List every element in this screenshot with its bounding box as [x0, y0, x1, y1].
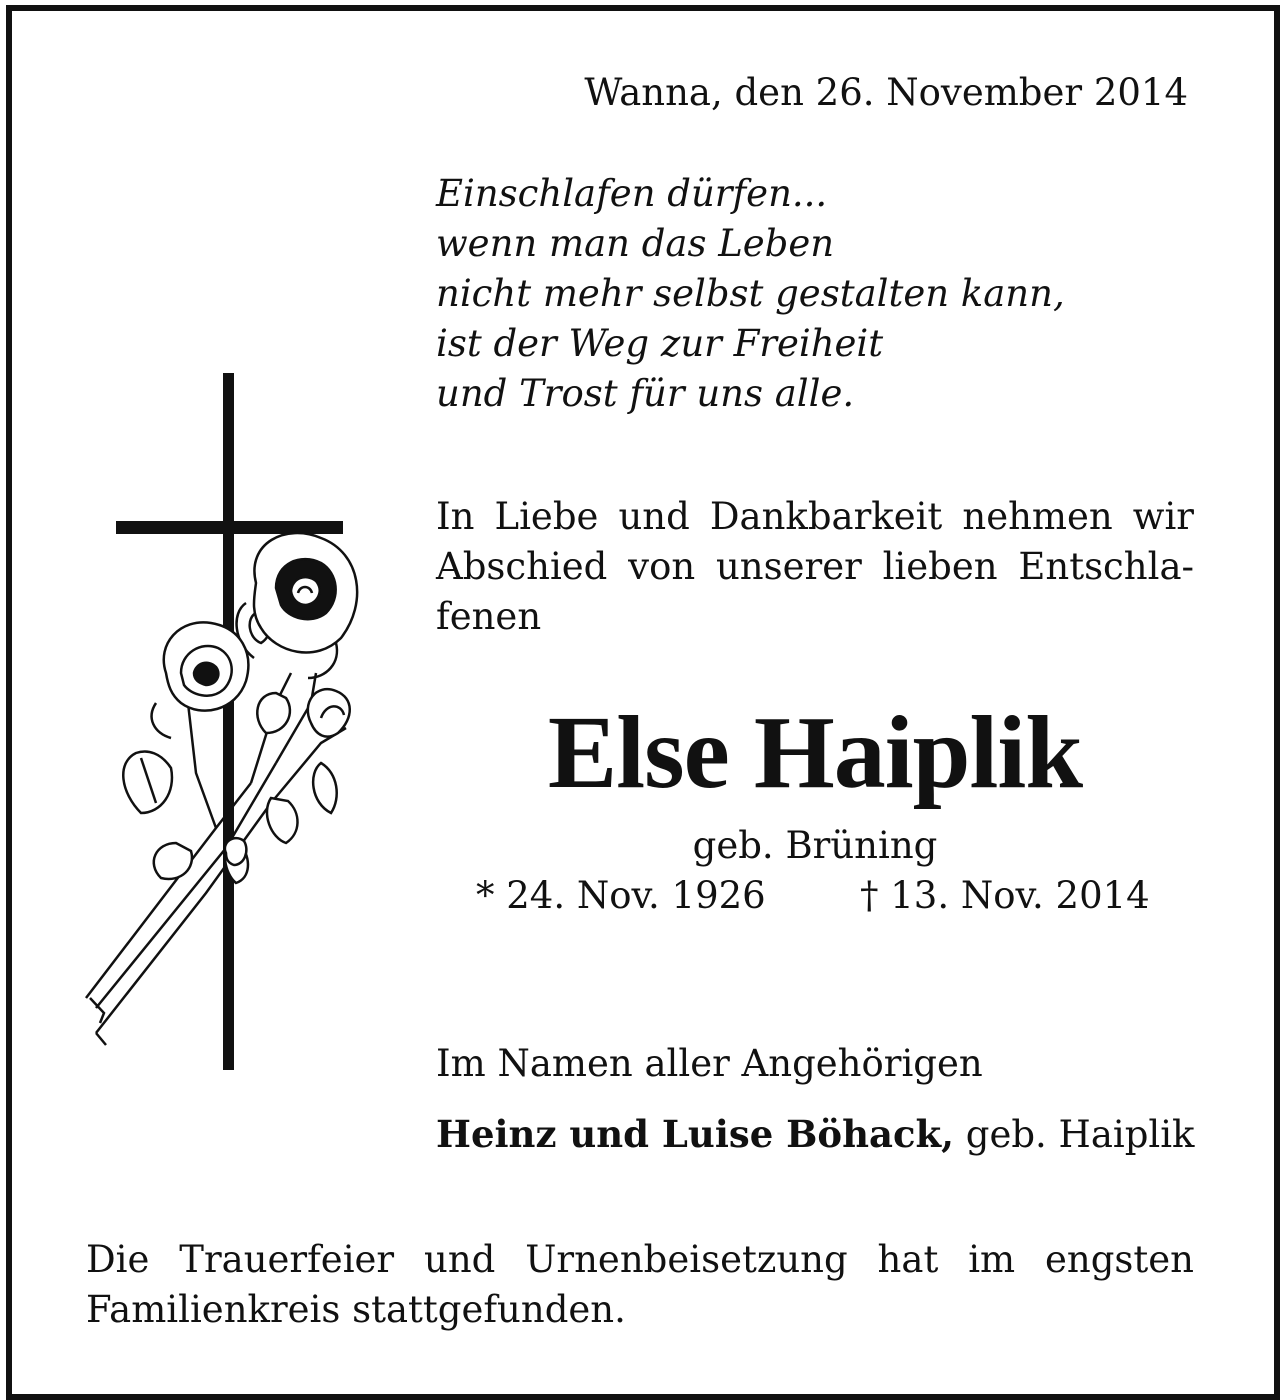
- death-date: † 13. Nov. 2014: [860, 874, 1150, 917]
- birth-date: * 24. Nov. 1926: [476, 874, 766, 917]
- maiden-name: geb. Brüning: [692, 824, 938, 867]
- poem-line: ist der Weg zur Freiheit: [436, 322, 884, 365]
- intro-line: Abschied von unserer lieben Entschla-: [436, 545, 1194, 588]
- poem-line: und Trost für uns alle.: [436, 372, 855, 415]
- intro-line: fenen: [436, 595, 542, 638]
- poem-line: wenn man das Leben: [436, 222, 835, 265]
- cross-vertical-beam: [223, 373, 234, 1070]
- cross-horizontal-beam: [116, 521, 343, 534]
- rose-bouquet: [86, 533, 357, 1045]
- date-line: Wanna, den 26. November 2014: [584, 71, 1188, 114]
- family-names-rest: geb. Haiplik: [954, 1113, 1195, 1156]
- family-names: [436, 1110, 1194, 1159]
- family-names-bold: Heinz und Luise Böhack,: [436, 1112, 954, 1156]
- intro-text: [436, 492, 1194, 642]
- poem-line: Einschlafen dürfen...: [436, 172, 828, 215]
- family-intro: Im Namen aller Angehörigen: [436, 1042, 983, 1085]
- poem-line: nicht mehr selbst gestalten kann,: [436, 272, 1065, 315]
- deceased-name: Else Haiplik: [547, 695, 1083, 810]
- footer-text: Die Trauerfeier und Urnenbeisetzung hat im engsten Familienkreis stattgefunden.: [86, 1238, 1194, 1331]
- obituary-notice: [6, 5, 1268, 1388]
- cross-with-roses-icon: [76, 373, 376, 1083]
- intro-line: In Liebe und Dankbarkeit nehmen wir: [436, 495, 1194, 538]
- poem: [436, 169, 1065, 419]
